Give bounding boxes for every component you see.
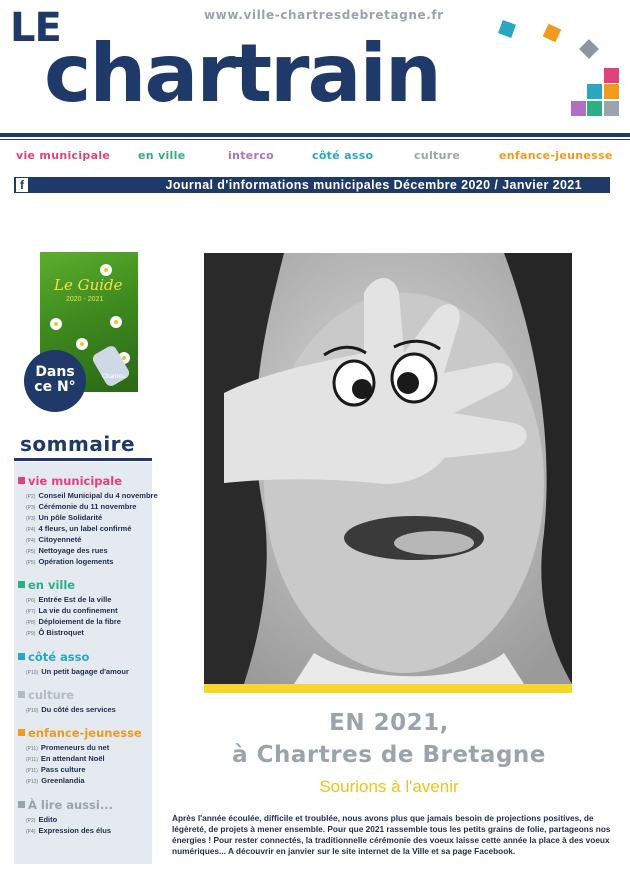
nav-culture[interactable]: culture xyxy=(414,149,461,162)
logo-decoration-square xyxy=(498,20,516,38)
logo-decoration-square xyxy=(579,39,599,59)
guide-corner-text: Chartres xyxy=(102,374,126,380)
list-item[interactable]: (P4) Expression des élus xyxy=(26,826,111,835)
logo-le: LE xyxy=(10,5,61,51)
section-nav xyxy=(0,149,630,165)
journal-title: Journal d'informations municipales Décembre 2020 / Janvier 2021 xyxy=(165,178,582,192)
journal-banner xyxy=(14,177,610,193)
sommaire-title: sommaire xyxy=(20,432,136,456)
sommaire-section-vie-municipale[interactable]: vie municipale xyxy=(18,474,122,488)
list-item[interactable]: (P5) Opération logements xyxy=(26,557,114,566)
flower-icon xyxy=(50,318,62,330)
list-item[interactable]: (P10) Un petit bagage d'amour xyxy=(26,667,129,676)
list-item[interactable]: (P6) Entrée Est de la ville xyxy=(26,595,112,604)
cover-heading-line2: à Chartres de Bretagne xyxy=(232,742,546,768)
dans-ce-numero-badge: Dans ce N° xyxy=(24,350,86,412)
guide-title: Le Guide xyxy=(54,276,123,294)
cover-subtitle: Sourions à l'avenir xyxy=(319,777,459,796)
site-url[interactable]: www.ville-chartresdebretagne.fr xyxy=(204,8,444,22)
cover-heading-line1: EN 2021, xyxy=(329,710,449,736)
header-rule xyxy=(0,133,630,137)
sommaire-section-cote-asso[interactable]: côté asso xyxy=(18,650,89,664)
nav-vie-municipale[interactable]: vie municipale xyxy=(16,149,111,162)
list-item[interactable]: (P2) Conseil Municipal du 4 novembre xyxy=(26,491,158,500)
sommaire-section-culture[interactable]: culture xyxy=(18,688,74,702)
nav-enfance-jeunesse[interactable]: enfance-jeunesse xyxy=(499,149,613,162)
facebook-icon[interactable]: f xyxy=(16,178,28,192)
sommaire-section-en-ville[interactable]: en ville xyxy=(18,578,75,592)
nav-interco[interactable]: interco xyxy=(228,149,274,162)
list-item[interactable]: (P3) Un pôle Solidarité xyxy=(26,513,103,522)
flower-icon xyxy=(110,316,122,328)
cover-photo-illustration xyxy=(204,253,572,684)
list-item[interactable]: (P7) La vie du confinement xyxy=(26,606,118,615)
sommaire-section-a-lire-aussi[interactable]: À lire aussi... xyxy=(18,798,113,812)
yellow-accent-bar xyxy=(204,684,572,693)
guide-year: 2020 - 2021 xyxy=(66,296,104,303)
list-item[interactable]: (P11) Pass culture xyxy=(26,765,86,774)
list-item[interactable]: (P10) Du côté des services xyxy=(26,705,116,714)
foot-icon xyxy=(91,344,132,388)
header-rule-thin xyxy=(0,139,630,140)
sommaire-box xyxy=(14,462,158,864)
list-item[interactable]: (P11) Promeneurs du net xyxy=(26,743,110,752)
sommaire-section-enfance-jeunesse[interactable]: enfance-jeunesse xyxy=(18,726,142,740)
nav-cote-asso[interactable]: côté asso xyxy=(312,149,374,162)
logo-color-grid xyxy=(571,68,619,116)
list-item[interactable]: (P11) En attendant Noël xyxy=(26,754,105,763)
list-item[interactable]: (P12) Greenlandia xyxy=(26,776,85,785)
list-item[interactable]: (P2) Edito xyxy=(26,815,58,824)
list-item[interactable]: (P9) Ô Bistroquet xyxy=(26,628,84,637)
list-item[interactable]: (P3) Cérémonie du 11 novembre xyxy=(26,502,137,511)
nav-en-ville[interactable]: en ville xyxy=(138,149,186,162)
flower-icon xyxy=(76,338,88,350)
logo-chartrain: chartrain xyxy=(44,27,440,120)
sommaire-rule xyxy=(14,458,152,461)
list-item[interactable]: (P4) Citoyenneté xyxy=(26,535,82,544)
flower-icon xyxy=(100,264,112,276)
cover-body-text: Après l'année écoulée, difficile et troublée, nous avons plus que jamais besoin de projections positives, de légèreté, de projets à mener ensemble. Pour que 2021 rassemble tous les petits grains de folie, partageons nos énergies ! Pour rester connectés, la traditionnelle cérémonie des voeux laisse cette année la place à des voeux numériques... A découvrir en janvier sur le site internet de la Ville et sa page Facebook. xyxy=(172,813,611,856)
list-item[interactable]: (P8) Déploiement de la fibre xyxy=(26,617,121,626)
cover-photo xyxy=(204,253,572,684)
list-item[interactable]: (P4) 4 fleurs, un label confirmé xyxy=(26,524,132,533)
list-item[interactable]: (P5) Nettoyage des rues xyxy=(26,546,108,555)
logo-decoration-square xyxy=(543,24,562,43)
